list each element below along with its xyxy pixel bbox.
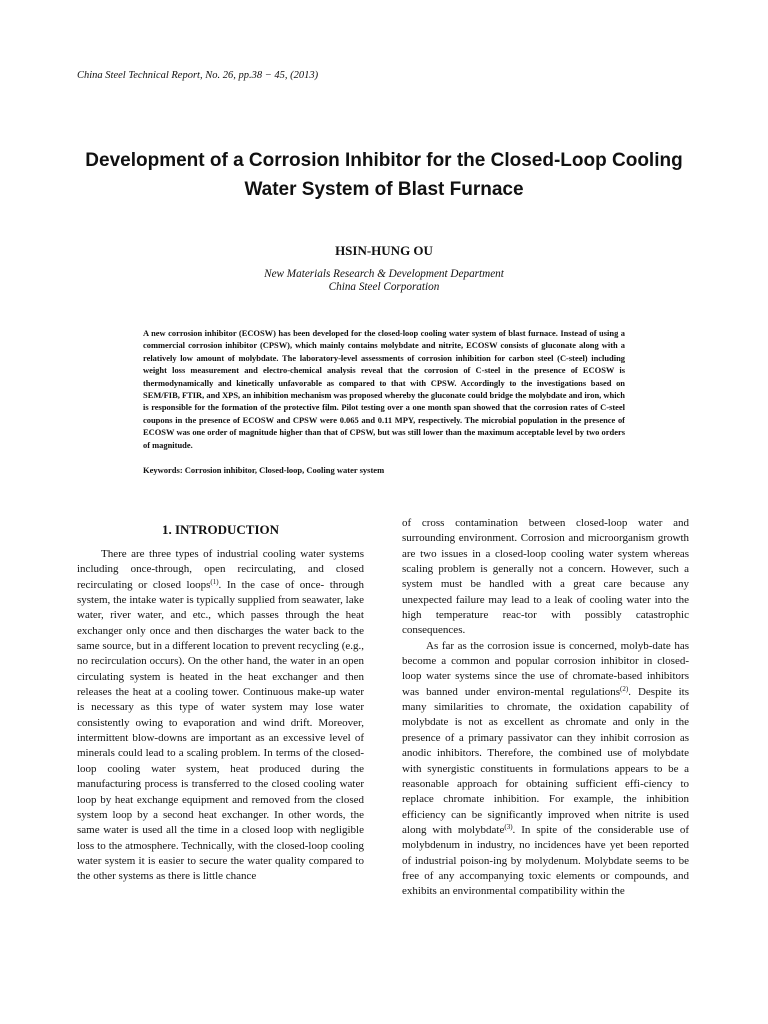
running-head: China Steel Technical Report, No. 26, pp.38 − 45, (2013) bbox=[77, 70, 319, 81]
intro-p2-text-a: As far as the corrosion issue is concerned, molyb-date has become a common and popular corrosion inhibitor in closed-loop water systems since the use of chromate-based inhibitors was banned under environ-mental regulations bbox=[402, 639, 689, 698]
affiliation-department: New Materials Research & Development Department bbox=[264, 268, 504, 280]
author-name: HSIN-HUNG OU bbox=[335, 243, 433, 258]
intro-paragraph-2 bbox=[402, 639, 689, 900]
citation-3: (3) bbox=[504, 822, 513, 831]
intro-p2-text-c: . In spite of the considerable use of molybdenum in industry, no incidences have yet been reported of industrial poison-ing by molydenum. Molybdate seems to be free of any accompanying toxic elements or compounds, and exhibits an environmental compatibility within the bbox=[402, 823, 689, 898]
affiliation bbox=[0, 268, 768, 294]
citation-2: (2) bbox=[620, 684, 629, 693]
paper-title: Development of a Corrosion Inhibitor for the Closed-Loop Cooling Water System of Blast Furnace bbox=[85, 150, 683, 200]
abstract: A new corrosion inhibitor (ECOSW) has been developed for the closed-loop cooling water system of blast furnace. Instead of using a commercial corrosion inhibitor (CPSW), which mainly contains molybdate and nitrite, ECOSW consists of gluconate along with a relatively low amount of molybdate. The laboratory-level assessments of corrosion inhibition for carbon steel (C-steel) including weight loss measurement and electro-chemical analysis reveal that the corrosion of C-steel in the presence of ECOSW is thermodynamically and kinetically unfavorable as compared to that with CPSW. Accordingly to the investigations based on SEM/FIB, FTIR, and XPS, an inhibition mechanism was proposed whereby the gluconate could bridge the molybdate and iron, which is responsible for the formation of the protective film. Pilot testing over a one month span showed that the corrosion rates of C-steel coupons in the presence of ECOSW and CPSW were 0.065 and 0.11 MPY, respectively. The microbial population in the presence of ECOSW was one order of magnitude higher than that of CPSW, but was still lower than the maximum acceptable level by two orders of magnitude. bbox=[143, 328, 625, 450]
citation-1: (1) bbox=[210, 577, 219, 586]
intro-paragraph-1 bbox=[77, 547, 364, 885]
intro-p1-text-a: There are three types of industrial cooling water systems including once-through, open recirculating, and closed recirculating or closed loops bbox=[77, 548, 364, 591]
keywords: Keywords: Corrosion inhibitor, Closed-loop, Cooling water system bbox=[143, 465, 385, 475]
intro-p1-text-b: . In the case of once- through system, the intake water is typically supplied from seawater, lake water, river water, and etc., which passes through the heat exchanger only once and then discharges the water back to the same source, but in a different location to prevent recycling (e.g., no recirculation occurs). On the other hand, the water in an open circulating system is heated in the heat exchanger and then releases the heat at a cooling tower. Continuous make-up water is necessary as this type of water system may lose water consistently owing to evaporation and wind drift. Moreover, intermittent blow-downs are important as an excessive level of minerals could lead to a scaling problem. In terms of the closed-loop cooling water system, heat produced during the manufacturing process is transferred to the closed cooling water loop by heat exchange equipment and removed from the closed system loop by a second heat exchanger. In other words, the same water is used all the time in a closed loop with negligible loss to the atmosphere. Technically, with the closed-loop cooling water system it is easier to secure the water quality compared to the other systems as there is little chance bbox=[77, 578, 365, 883]
right-column bbox=[402, 516, 689, 900]
section-heading-introduction: 1. INTRODUCTION bbox=[161, 522, 279, 537]
intro-paragraph-1-continued: of cross contamination between closed-loop water and surrounding environment. Corrosion and microorganism growth are two issues in a closed-loop cooling water system whereas scaling problem is generally not a concern. However, such a system must be handled with a great care because any unexpected failure may lead to a leak of cooling water into the high temperature reac-tor with possibly catastrophic consequences. bbox=[402, 517, 689, 637]
intro-p2-text-b: . Despite its many similarities to chromate, the oxidation capability of molybdate is not as excellent as chromate and only in the presence of a primary passivator can they inhibit corrosion as anodic inhibitors. Therefore, the combined use of molybdate with synergistic constituents in formulations appears to be a reasonable approach for obtaining sufficient effi-ciency to replace chromate inhibition. For example, the inhibition efficiency can be significantly improved when nitrite is used along with molybdate bbox=[402, 685, 689, 836]
affiliation-organization: China Steel Corporation bbox=[328, 281, 440, 293]
left-column bbox=[77, 547, 364, 885]
